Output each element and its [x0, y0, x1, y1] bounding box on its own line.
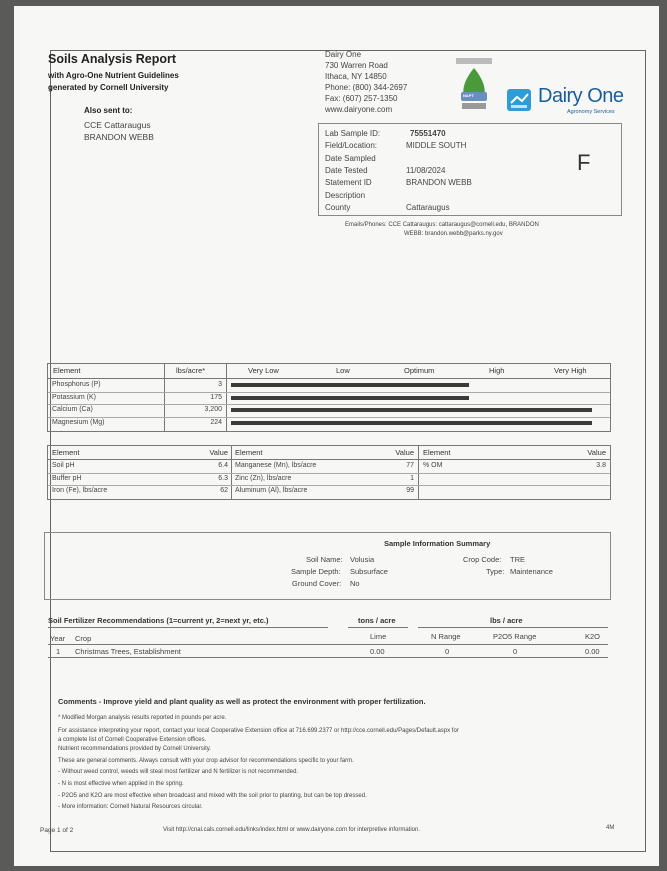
comment-line: - N is most effective when applied in the spring. [58, 781, 184, 787]
fert-row-year: 1 [56, 647, 61, 656]
nutrient-value: 3,200 [204, 406, 222, 413]
ground-cover-value: No [350, 579, 360, 588]
sample-depth-value: Subsurface [350, 567, 388, 576]
p2o5-range-label: P2O5 Range [493, 632, 537, 641]
nutrient-level-bar [231, 408, 592, 412]
lime-label: Lime [370, 632, 387, 641]
element-cell: Aluminum (Al), lbs/acre [235, 487, 308, 494]
nutrient-header-element: Element [53, 366, 81, 375]
nutrient-element: Calcium (Ca) [52, 406, 93, 413]
comment-line: - More information: Cornell Natural Resources circular. [58, 804, 203, 810]
element-cell: 77 [406, 462, 414, 469]
sample-depth-label: Sample Depth: [291, 567, 341, 576]
fertilizer-title: Soil Fertilizer Recommendations (1=current yr, 2=next yr, etc.) [48, 616, 269, 625]
sample-value-1: MIDDLE SOUTH [406, 141, 467, 151]
crop-label: Crop [75, 634, 92, 643]
comment-line: These are general comments. Always consult with your crop advisor for recommendations specific to your farm. [58, 758, 354, 764]
comment-line: - P2O5 and K2O are most effective when broadcast and mixed with the soil prior to planting, but can be top dressed. [58, 793, 367, 799]
fert-row-k2o: 0.00 [585, 647, 600, 656]
element-cell: Iron (Fe), lbs/acre [52, 487, 108, 494]
sample-label-6: County [325, 202, 351, 212]
element-cell: Buffer pH [52, 474, 82, 482]
sample-label-1: Field/Location: [325, 141, 378, 151]
fert-row-lime: 0.00 [370, 647, 385, 656]
sample-label-2: Date Sampled [325, 153, 376, 163]
nutrient-element: Potassium (K) [52, 393, 96, 401]
lab-name: Dairy One [325, 50, 362, 59]
comment-line: - Without weed control, weeds will steal most fertilizer and N fertilizer is not recommended. [58, 769, 299, 775]
comment-line: For assistance interpreting your report, contact your local Cooperative Extension office at 716.699.2377 or http://cce.cornell.edu/Pages/Default.aspx for [58, 728, 459, 734]
element-cell: 99 [406, 487, 414, 494]
element-header-5: Value [587, 448, 606, 457]
element-header-4: Element [423, 448, 451, 457]
emails-line-1: Emails/Phones: CCE Cattaraugus: cattaraugus@cornell.edu, BRANDON [345, 222, 539, 228]
napt-badge-text: NAPT [463, 93, 474, 98]
element-cell: 6.3 [218, 474, 228, 482]
type-value: Maintenance [510, 567, 553, 576]
footer-code: 4M [606, 825, 615, 831]
year-label: Year [50, 634, 66, 643]
sample-label-0: Lab Sample ID: [325, 129, 381, 138]
crop-code-value: TRE [510, 555, 525, 564]
nutrient-level-bar [231, 383, 469, 387]
element-cell: 3.8 [596, 462, 606, 469]
nutrient-header-value: lbs/acre* [176, 366, 206, 375]
comment-line: a complete list of Cornell Cooperative Extension offices. [58, 737, 207, 743]
sample-label-4: Statement ID [325, 178, 372, 188]
sample-summary-box [44, 532, 611, 600]
nutrient-level-bar [231, 396, 469, 400]
ground-cover-label: Ground Cover: [292, 579, 342, 588]
element-cell: 62 [220, 487, 228, 494]
sample-label-3: Date Tested [325, 165, 368, 175]
sample-label-5: Description [325, 190, 366, 200]
comment-line: Nutrient recommendations provided by Cornell University. [58, 746, 211, 752]
sample-value-4: BRANDON WEBB [406, 178, 472, 188]
sample-value-6: Cattaraugus [406, 202, 450, 212]
nutrient-element: Phosphorus (P) [52, 381, 101, 388]
nutrient-value: 175 [210, 393, 222, 401]
nutrient-header-very-low: Very Low [248, 366, 279, 375]
nutrient-value: 224 [210, 418, 222, 426]
comment-line: * Modified Morgan analysis results reported in pounds per acre. [58, 715, 227, 721]
element-header-0: Element [52, 448, 80, 457]
lab-address-2: Ithaca, NY 14850 [325, 72, 387, 81]
emails-line-2: WEBB: brandon.webb@parks.ny.gov [404, 231, 503, 237]
page-number: Page 1 of 2 [40, 827, 74, 834]
also-sent-1: CCE Cattaraugus [84, 120, 151, 130]
element-cell: Manganese (Mn), lbs/acre [235, 462, 317, 469]
crop-code-label: Crop Code: [463, 555, 502, 564]
nutrient-header-very-high: Very High [554, 366, 587, 375]
nutrient-level-bar [231, 421, 592, 425]
lab-phone: Phone: (800) 344-2697 [325, 83, 408, 92]
k2o-label: K2O [585, 632, 601, 641]
nutrient-value: 3 [218, 381, 222, 388]
nutrient-header-optimum: Optimum [404, 366, 435, 375]
comments-title: Comments - Improve yield and plant quality as well as protect the environment with proper fertilization. [58, 697, 426, 706]
lab-address-1: 730 Warren Road [325, 61, 388, 70]
element-cell: Zinc (Zn), lbs/acre [235, 474, 292, 482]
element-cell: % OM [423, 462, 443, 469]
nutrient-levels-table [47, 363, 611, 432]
nutrient-element: Magnesium (Mg) [52, 418, 105, 426]
report-subtitle-2: generated by Cornell University [48, 83, 169, 92]
dairy-one-logo-text: Dairy One [538, 85, 624, 107]
dairy-one-logo-icon [505, 86, 537, 116]
soil-name-value: Volusia [350, 555, 375, 564]
napt-badge-icon [450, 56, 498, 120]
fert-row-crop: Christmas Trees, Establishment [75, 647, 181, 656]
nutrient-header-high: High [489, 366, 505, 375]
element-cell: 6.4 [218, 462, 228, 469]
also-sent-label: Also sent to: [84, 106, 133, 115]
also-sent-2: BRANDON WEBB [84, 132, 154, 142]
type-label: Type: [486, 567, 505, 576]
element-header-2: Element [235, 448, 263, 457]
report-subtitle-1: with Agro-One Nutrient Guidelines [48, 71, 179, 80]
sample-value-0: 75551470 [410, 129, 446, 138]
element-cell: 1 [410, 474, 414, 482]
lbs-per-acre-label: lbs / acre [490, 616, 523, 625]
element-cell: Soil pH [52, 462, 75, 469]
report-title: Soils Analysis Report [48, 52, 177, 66]
element-values-table [47, 445, 611, 500]
n-range-label: N Range [431, 632, 461, 641]
element-header-1: Value [209, 448, 228, 457]
fert-row-p2o5: 0 [513, 647, 518, 656]
dairy-one-logo-subtitle: Agronomy Services [567, 109, 615, 115]
footer-visit-text: Visit http://cnal.cals.cornell.edu/links/index.html or www.dairyone.com for interpretive information. [163, 827, 421, 833]
fert-row-n: 0 [445, 647, 450, 656]
grade-letter: F [577, 150, 591, 175]
sample-summary-title: Sample Information Summary [384, 539, 491, 548]
element-header-3: Value [395, 448, 414, 457]
nutrient-header-low: Low [336, 366, 350, 375]
lab-fax: Fax: (607) 257-1350 [325, 94, 398, 103]
sample-value-3: 11/08/2024 [406, 165, 446, 175]
soil-name-label: Soil Name: [306, 555, 343, 564]
lab-website: www.dairyone.com [325, 105, 393, 114]
tons-per-acre-label: tons / acre [358, 616, 396, 625]
